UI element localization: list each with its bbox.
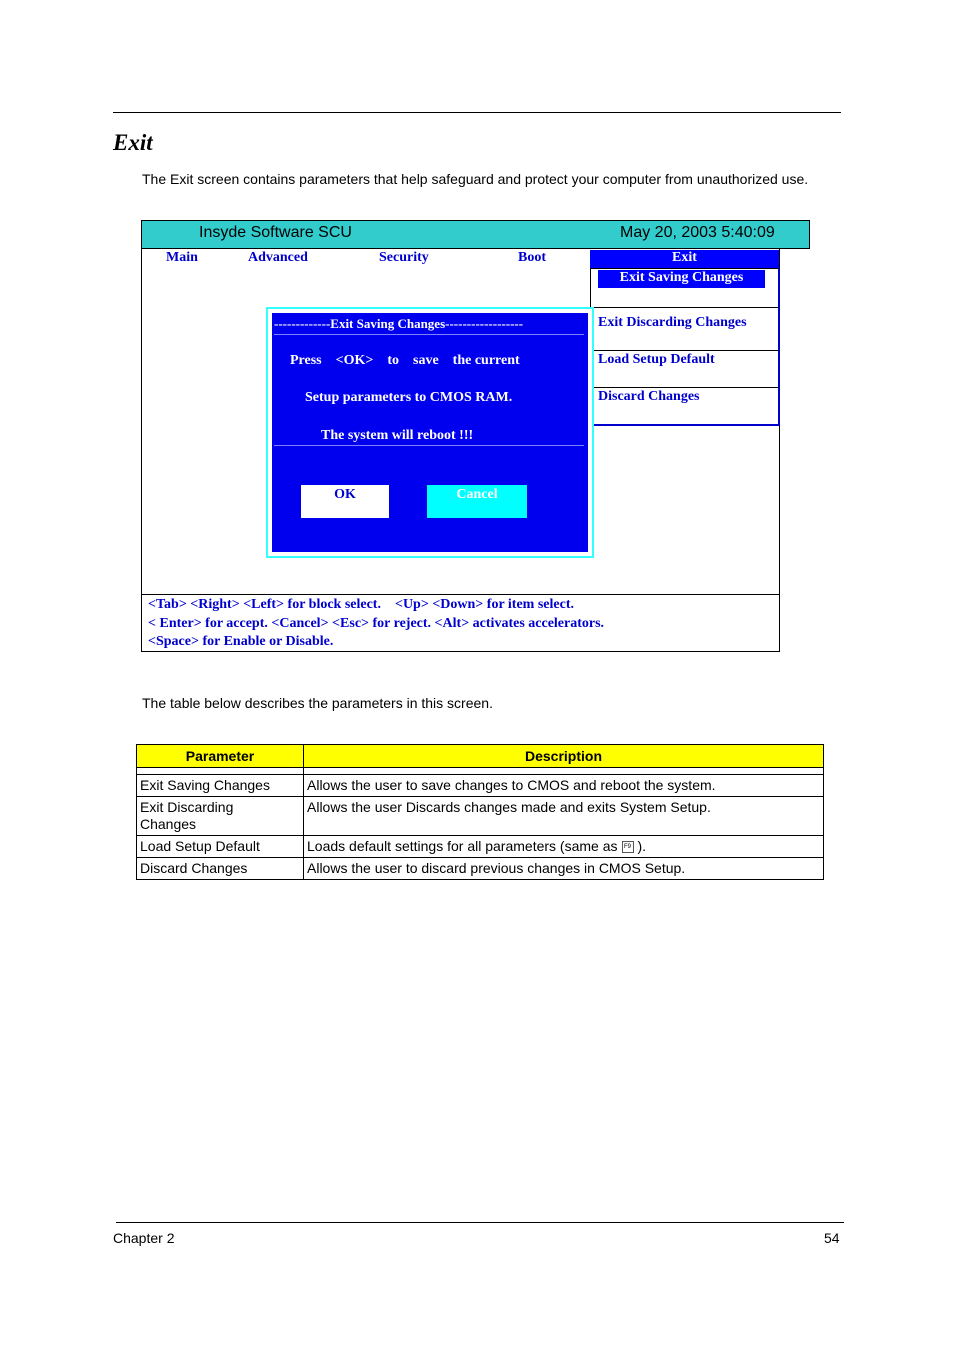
table-intro-paragraph: The table below describes the parameters in this screen. <box>142 695 493 711</box>
param-description: Allows the user to save changes to CMOS and reboot the system. <box>304 775 824 797</box>
dialog-message-line3: The system will reboot !!! <box>321 428 474 443</box>
table-row <box>137 797 824 836</box>
submenu-discard-changes[interactable]: Discard Changes <box>598 389 700 404</box>
table-row <box>137 775 824 797</box>
header-parameter: Parameter <box>137 745 304 768</box>
submenu-exit-discarding-changes[interactable]: Exit Discarding Changes <box>598 315 747 330</box>
cancel-button[interactable]: Cancel <box>427 485 527 518</box>
exit-submenu <box>590 268 780 426</box>
param-name: Exit Saving Changes <box>137 775 304 797</box>
f9-key-icon: F9 <box>622 841 634 853</box>
dialog-title: -------------Exit Saving Changes------------------ <box>274 316 524 331</box>
submenu-divider <box>591 387 779 388</box>
parameters-table <box>136 744 824 880</box>
footer-rule <box>116 1222 844 1223</box>
param-name: Discard Changes <box>137 858 304 880</box>
param-description: Allows the user to discard previous changes in CMOS Setup. <box>304 858 824 880</box>
dialog-message-line1: Press <OK> to save the current <box>290 353 520 368</box>
dialog-separator <box>274 445 584 446</box>
param-name: Load Setup Default <box>137 836 304 858</box>
ok-button[interactable]: OK <box>301 485 389 518</box>
table-row <box>137 836 824 858</box>
param-description: Loads default settings for all parameters (same as F9 ). <box>304 836 824 858</box>
dialog-message-line2: Setup parameters to CMOS RAM. <box>305 390 513 405</box>
dialog-title-underline <box>274 334 584 335</box>
dialog-panel <box>272 313 588 552</box>
bios-title: Insyde Software SCU <box>199 224 352 241</box>
menu-boot[interactable]: Boot <box>518 250 546 265</box>
param-description: Allows the user Discards changes made and exits System Setup. <box>304 797 824 836</box>
menu-security[interactable]: Security <box>379 250 429 265</box>
param-name: Exit Discarding Changes <box>137 797 304 836</box>
submenu-divider <box>591 350 779 351</box>
exit-saving-dialog <box>266 307 594 558</box>
submenu-divider <box>591 307 779 308</box>
bios-datetime: May 20, 2003 5:40:09 <box>620 224 775 241</box>
footer-page-number: 54 <box>824 1230 840 1246</box>
table-header-row <box>137 745 824 768</box>
help-line-3: <Space> for Enable or Disable. <box>148 634 334 649</box>
bios-header <box>141 220 810 249</box>
bios-screen <box>141 220 780 652</box>
menu-advanced[interactable]: Advanced <box>248 250 308 265</box>
help-line-2: < Enter> for accept. <Cancel> <Esc> for reject. <Alt> activates accelerators. <box>148 616 605 631</box>
footer-chapter: Chapter 2 <box>113 1230 175 1246</box>
help-bar <box>141 594 780 653</box>
menu-main[interactable]: Main <box>166 250 198 265</box>
submenu-exit-saving-changes[interactable]: Exit Saving Changes <box>598 270 765 288</box>
table-row <box>137 858 824 880</box>
top-rule <box>113 112 841 113</box>
help-line-1: <Tab> <Right> <Left> for block select. <Up> <Down> for item select. <box>148 597 574 612</box>
menu-exit[interactable]: Exit <box>590 250 779 268</box>
submenu-load-setup-default[interactable]: Load Setup Default <box>598 352 715 367</box>
intro-paragraph: The Exit screen contains parameters that help safeguard and protect your computer from unauthorized use. <box>142 171 809 187</box>
section-heading: Exit <box>113 130 153 155</box>
header-description: Description <box>304 745 824 768</box>
